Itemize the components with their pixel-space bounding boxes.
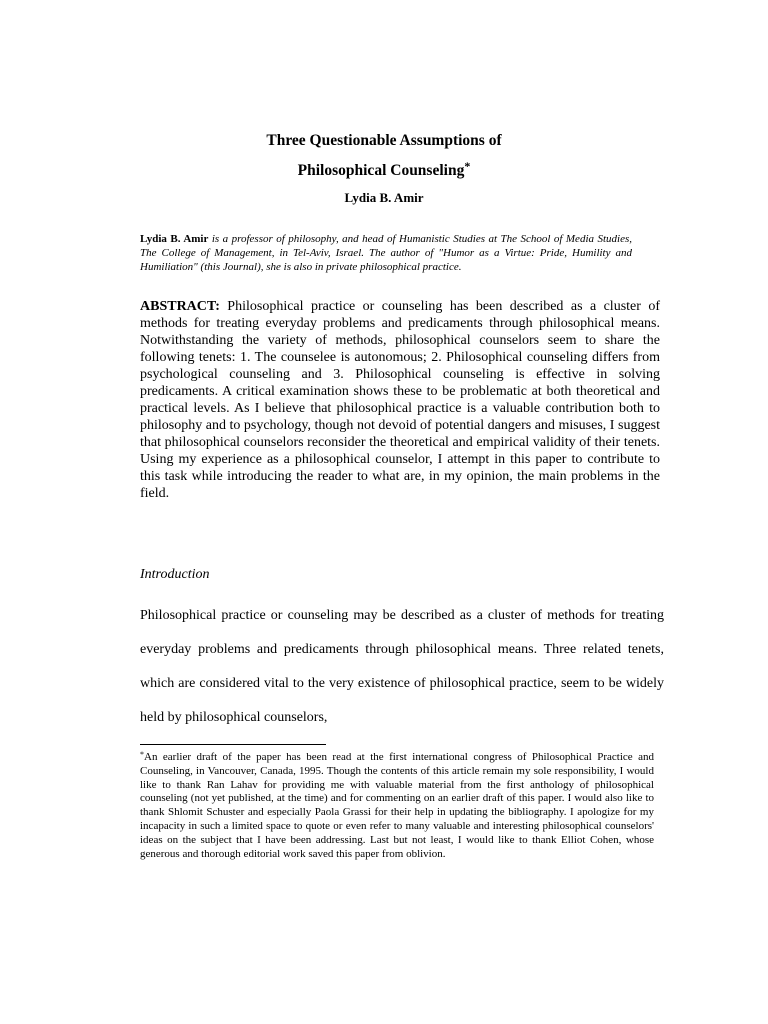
title-footnote-mark: *	[464, 159, 471, 173]
abstract-text: Philosophical practice or counseling has been described as a cluster of methods for treating everyday problems and predicaments through philosophical means. Notwithstanding the variety of methods, philosophical counselors seem to share the following tenets: 1. The counselee is autonomous; 2. Philosophical counseling differs from psychological counseling and 3. Philosophical counseling is effective in solving predicaments. A critical examination shows these to be problematic at both theoretical and practical levels. As I believe that philosophical practice is a valuable contribution both to philosophy and to psychology, though not devoid of potential dangers and misuses, I suggest that philosophical counselors reconsider the theoretical and empirical validity of their tenets. Using my experience as a philosophical counselor, I attempt in this paper to contribute to this task while introducing the reader to what are, in my opinion, the main problems in the field.	[140, 299, 660, 501]
footnote-text: An earlier draft of the paper has been read at the first international congress of Philosophical Practice and Counseling, in Vancouver, Canada, 1995. Though the contents of this article remain my sole responsibility, I would like to thank Ran Lahav for providing me with valuable material from the first anthology of philosophical counseling (not yet published, at the time) and for commenting on an earlier draft of this paper. I would also like to thank Shlomit Schuster and especially Paola Grassi for their help in updating the bibliography. I apologize for my incapacity in such a limited space to quote or even refer to many valuable and interesting philosophical counselors' ideas on the subject that I have been addressing. Last but not least, I would like to thank Elliot Cohen, whose generous and thorough editorial work saved this paper from oblivion.	[140, 751, 654, 860]
title-line-2	[0, 159, 768, 180]
footnote	[140, 751, 654, 861]
abstract-label: ABSTRACT:	[140, 299, 220, 314]
author-bio	[140, 232, 632, 274]
bio-author-name: Lydia B. Amir	[140, 233, 209, 245]
bio-text: is a professor of philosophy, and head of Humanistic Studies at The School of Media Studies, The College of Management, in Tel-Aviv, Israel. The author of "Humor as a Virtue: Pride, Humility and Humiliation" (this Journal), she is also in private philosophical practice.	[140, 233, 632, 273]
footnote-divider	[140, 744, 326, 745]
abstract	[140, 298, 660, 502]
title-line-2-text: Philosophical Counseling	[297, 162, 465, 179]
title-line-1: Three Questionable Assumptions of	[266, 132, 502, 149]
section-heading-introduction: Introduction	[140, 567, 210, 582]
footnote-mark: *	[140, 750, 144, 759]
introduction-paragraph: Philosophical practice or counseling may be described as a cluster of methods for treating everyday problems and predicaments through philosophical means. Three related tenets, which are considered vital to the very existence of philosophical practice, seem to be widely held by philosophical counselors,	[140, 608, 664, 725]
author-name: Lydia B. Amir	[344, 190, 424, 205]
